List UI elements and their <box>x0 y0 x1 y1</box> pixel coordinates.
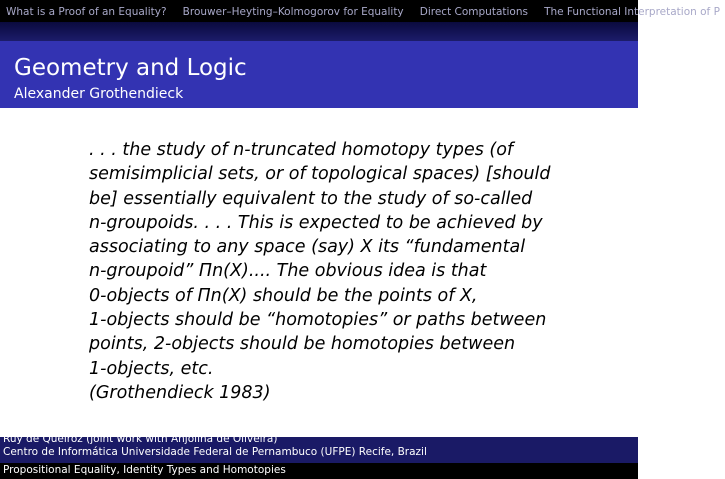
quote-line: semisimplicial sets, or of topological spaces) [should <box>89 164 551 185</box>
slide-title: Geometry and Logic <box>14 55 247 81</box>
nav-section-3[interactable]: Direct Computations <box>419 6 528 18</box>
slide-subtitle: Alexander Grothendieck <box>14 86 184 102</box>
footer-author-bar <box>0 433 638 463</box>
quote-line: n-groupoids. . . . This is expected to be achieved by <box>89 212 543 233</box>
quote-line: associating to any space (say) X its “fundamental <box>89 237 526 258</box>
header-band <box>0 22 638 41</box>
quote-citation: (Grothendieck 1983) <box>89 382 271 403</box>
footer-institution: Centro de Informática Universidade Federal de Pernambuco (UFPE) Recife, Brazil <box>3 446 427 458</box>
quote-line: n-groupoid” Πn(X).... The obvious idea is that <box>89 261 487 282</box>
quote-line: 1-objects should be “homotopies” or paths between <box>89 310 547 331</box>
footer-authors: Ruy de Queiroz (joint work with Anjolina de Oliveira) <box>3 433 278 445</box>
nav-section-1[interactable]: What is a Proof of an Equality? <box>6 6 167 18</box>
footer-title-bar <box>0 463 638 479</box>
nav-section-4[interactable]: The Functional Interpretation of P <box>544 6 720 18</box>
quote-line: be] essentially equivalent to the study of so-called <box>89 188 533 209</box>
quote-line: points, 2-objects should be homotopies between <box>89 334 516 355</box>
frame-title-bar <box>0 41 638 108</box>
nav-section-2[interactable]: Brouwer–Heyting–Kolmogorov for Equality <box>182 6 404 18</box>
quote-block <box>89 138 559 405</box>
quote-line: 1-objects, etc. <box>89 358 214 379</box>
quote-line: . . . the study of n-truncated homotopy types (of <box>89 140 514 160</box>
quote-line: 0-objects of Πn(X) should be the points of X, <box>89 285 478 306</box>
footer-talk-title: Propositional Equality, Identity Types and Homotopies <box>3 464 286 476</box>
section-navigation <box>0 0 720 22</box>
